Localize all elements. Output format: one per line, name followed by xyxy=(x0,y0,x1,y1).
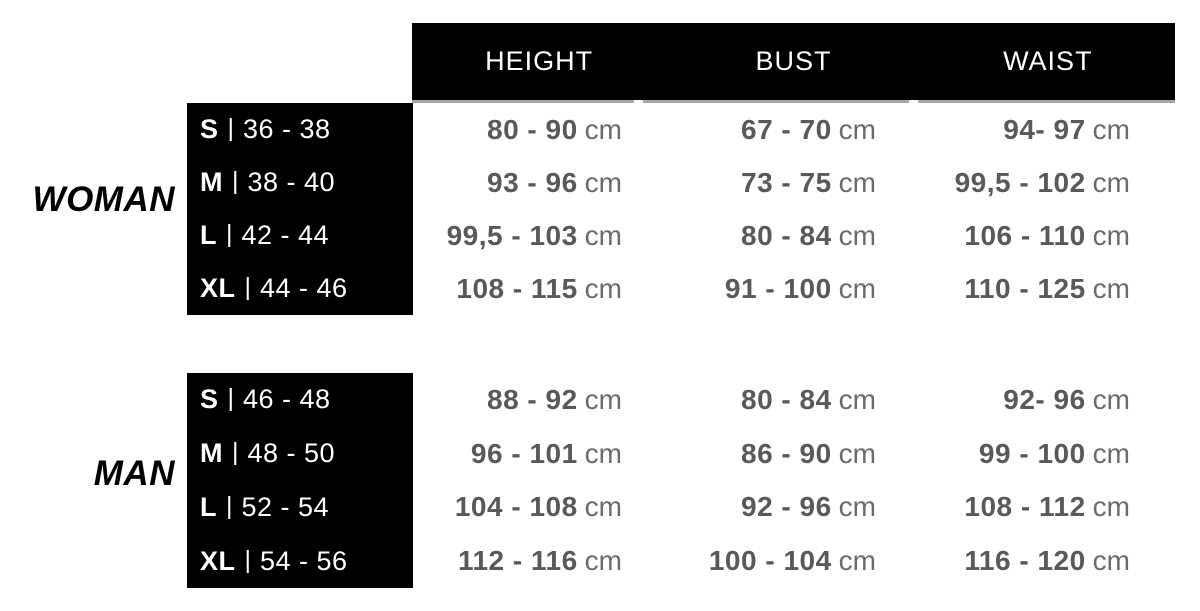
waist-value: 106 - 110 xyxy=(964,219,1086,251)
size-cell xyxy=(187,427,413,481)
header-waist: WAIST xyxy=(1003,46,1093,76)
unit-label: cm xyxy=(584,491,622,523)
bust-cell xyxy=(667,209,921,262)
height-value: 80 - 90 xyxy=(487,113,578,145)
size-separator: | xyxy=(226,491,233,520)
unit-label: cm xyxy=(838,219,876,251)
unit-label: cm xyxy=(1092,491,1130,523)
bust-value: 80 - 84 xyxy=(741,383,832,415)
unit-label: cm xyxy=(1092,272,1130,304)
height-value: 96 - 101 xyxy=(470,437,578,469)
size-separator: | xyxy=(244,273,252,301)
size-letter: M xyxy=(200,167,223,197)
waist-value: 99 - 100 xyxy=(978,437,1086,469)
size-cell xyxy=(187,103,413,156)
bust-value: 91 - 100 xyxy=(724,272,832,304)
size-cell xyxy=(187,373,413,427)
unit-label: cm xyxy=(1092,437,1130,469)
section-label-woman: WOMAN xyxy=(32,180,175,219)
table-row-man-s xyxy=(187,373,1175,427)
height-cell xyxy=(413,209,667,262)
size-range: 44 - 46 xyxy=(260,273,348,303)
size-separator: | xyxy=(244,545,252,574)
size-letter: L xyxy=(200,491,217,522)
bust-cell xyxy=(667,427,921,481)
unit-label: cm xyxy=(838,545,876,577)
unit-label: cm xyxy=(838,272,876,304)
waist-cell xyxy=(921,427,1175,481)
unit-label: cm xyxy=(1092,383,1130,415)
table-row-woman-s xyxy=(187,103,1175,156)
bust-cell xyxy=(667,262,921,315)
waist-value: 94- 97 xyxy=(1003,113,1086,145)
bust-value: 100 - 104 xyxy=(708,545,832,577)
height-cell xyxy=(413,373,667,427)
height-cell xyxy=(413,427,667,481)
unit-label: cm xyxy=(838,437,876,469)
size-cell xyxy=(187,481,413,535)
waist-cell xyxy=(921,103,1175,156)
unit-label: cm xyxy=(584,219,622,251)
unit-label: cm xyxy=(1092,545,1130,577)
size-range: 36 - 38 xyxy=(243,114,331,144)
bust-cell xyxy=(667,373,921,427)
waist-cell xyxy=(921,209,1175,262)
table-row-woman-l xyxy=(187,209,1175,262)
bust-value: 80 - 84 xyxy=(741,219,832,251)
waist-value: 99,5 - 102 xyxy=(954,166,1086,198)
unit-label: cm xyxy=(584,545,622,577)
woman-size-table xyxy=(187,103,1175,315)
size-separator: | xyxy=(227,114,235,142)
bust-value: 86 - 90 xyxy=(741,437,832,469)
size-separator: | xyxy=(232,167,239,195)
unit-label: cm xyxy=(584,113,622,145)
column-divider-notch xyxy=(909,100,918,103)
height-value: 112 - 116 xyxy=(457,545,578,577)
unit-label: cm xyxy=(584,437,622,469)
height-value: 88 - 92 xyxy=(487,383,578,415)
height-cell xyxy=(413,262,667,315)
man-size-table xyxy=(187,373,1175,588)
bust-value: 67 - 70 xyxy=(741,113,832,145)
table-row-man-m xyxy=(187,427,1175,481)
unit-label: cm xyxy=(1092,113,1130,145)
table-row-man-l xyxy=(187,481,1175,535)
column-divider-notch xyxy=(634,100,643,103)
size-cell xyxy=(187,262,413,315)
bust-value: 73 - 75 xyxy=(741,166,832,198)
height-cell xyxy=(413,534,667,588)
waist-cell xyxy=(921,481,1175,535)
height-cell xyxy=(413,103,667,156)
table-row-woman-m xyxy=(187,156,1175,209)
waist-value: 116 - 120 xyxy=(964,545,1086,577)
size-separator: | xyxy=(226,220,233,248)
bust-cell xyxy=(667,103,921,156)
bust-cell xyxy=(667,534,921,588)
size-separator: | xyxy=(232,438,239,467)
bust-value: 92 - 96 xyxy=(741,491,832,523)
unit-label: cm xyxy=(1092,219,1130,251)
height-cell xyxy=(413,481,667,535)
height-value: 99,5 - 103 xyxy=(446,219,578,251)
waist-cell xyxy=(921,262,1175,315)
unit-label: cm xyxy=(838,166,876,198)
waist-value: 110 - 125 xyxy=(964,272,1086,304)
unit-label: cm xyxy=(584,272,622,304)
height-cell xyxy=(413,156,667,209)
table-row-woman-xl xyxy=(187,262,1175,315)
size-cell xyxy=(187,156,413,209)
size-letter: S xyxy=(200,384,219,415)
size-letter: S xyxy=(200,114,219,144)
height-value: 93 - 96 xyxy=(487,166,578,198)
size-letter: XL xyxy=(200,273,236,303)
size-range: 54 - 56 xyxy=(260,545,348,576)
size-letter: L xyxy=(200,220,217,250)
waist-cell xyxy=(921,534,1175,588)
unit-label: cm xyxy=(838,113,876,145)
table-row-man-xl xyxy=(187,534,1175,588)
height-value: 104 - 108 xyxy=(454,491,578,523)
bust-cell xyxy=(667,481,921,535)
waist-cell xyxy=(921,156,1175,209)
size-letter: M xyxy=(200,438,223,469)
size-range: 48 - 50 xyxy=(247,438,336,469)
unit-label: cm xyxy=(838,383,876,415)
size-range: 46 - 48 xyxy=(243,384,331,415)
bust-cell xyxy=(667,156,921,209)
unit-label: cm xyxy=(584,166,622,198)
size-cell xyxy=(187,534,413,588)
waist-value: 92- 96 xyxy=(1003,383,1086,415)
header-height: HEIGHT xyxy=(485,46,594,76)
waist-cell xyxy=(921,373,1175,427)
height-value: 108 - 115 xyxy=(456,272,578,304)
measurement-header-bar xyxy=(412,23,1175,100)
size-range: 52 - 54 xyxy=(241,491,330,522)
size-range: 42 - 44 xyxy=(241,220,330,250)
unit-label: cm xyxy=(1092,166,1130,198)
size-cell xyxy=(187,209,413,262)
size-range: 38 - 40 xyxy=(247,167,336,197)
size-separator: | xyxy=(227,384,235,413)
section-label-man: MAN xyxy=(93,454,175,493)
unit-label: cm xyxy=(838,491,876,523)
header-bust: BUST xyxy=(755,46,832,76)
waist-value: 108 - 112 xyxy=(964,491,1086,523)
unit-label: cm xyxy=(584,383,622,415)
size-letter: XL xyxy=(200,545,236,576)
